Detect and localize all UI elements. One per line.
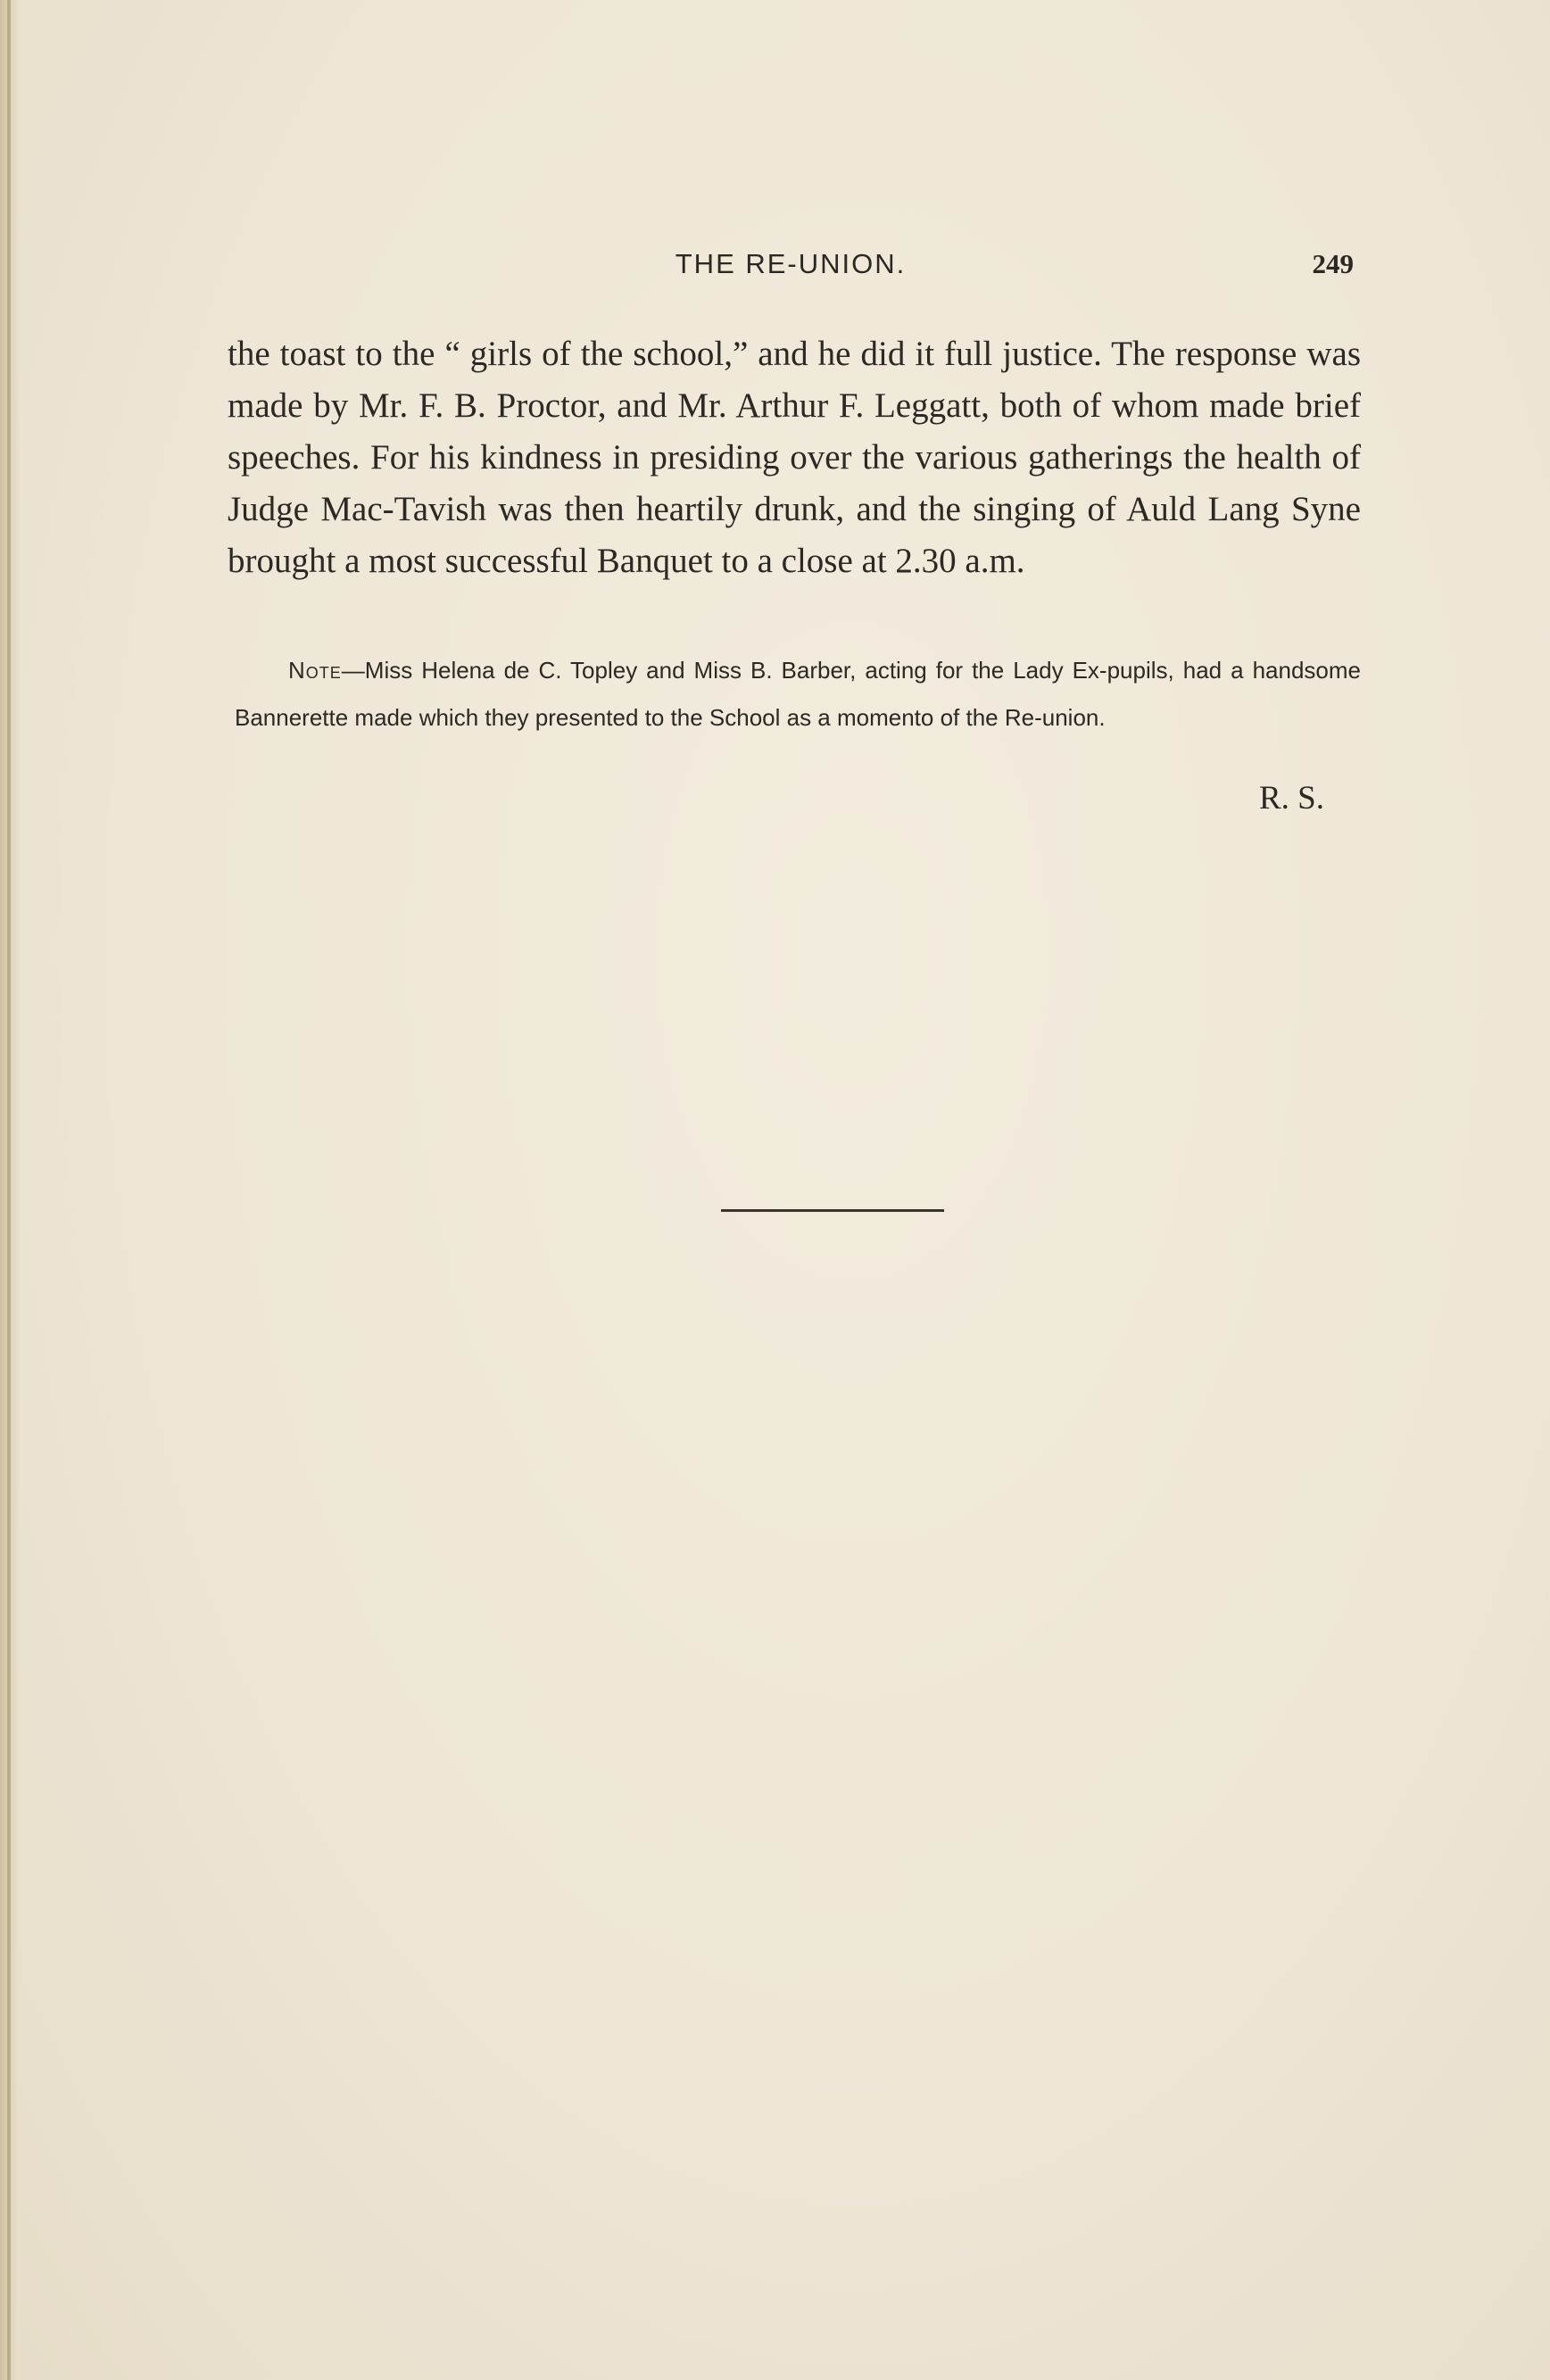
- running-title: THE RE-UNION.: [675, 248, 907, 279]
- body-paragraph: the toast to the “ girls of the school,” and he did it full justice. The response was made by Mr. F. B. Proctor, and Mr. Arthur F. Leggatt, both of whom made brief speeches. For his kindness in presiding over the various gatherings the health of Judge Mac-Tavish was then heartily drunk, and the singing of Auld Lang Syne brought a most successful Banquet to a close at 2.30 a.m.: [228, 335, 1361, 580]
- binding-line: [7, 0, 11, 2380]
- note-text: —Miss Helena de C. Topley and Miss B. Barber, acting for the Lady Ex-pupils, had a handsome Bannerette made which they presented to the School as a momento of the Re-union.: [235, 657, 1361, 731]
- note-paragraph: [235, 647, 1361, 742]
- page-number: 249: [1312, 248, 1354, 279]
- signature-initials: R. S.: [1258, 780, 1324, 817]
- running-head: [228, 248, 1354, 284]
- section-divider: [721, 1209, 944, 1212]
- note-label: Note: [288, 657, 342, 684]
